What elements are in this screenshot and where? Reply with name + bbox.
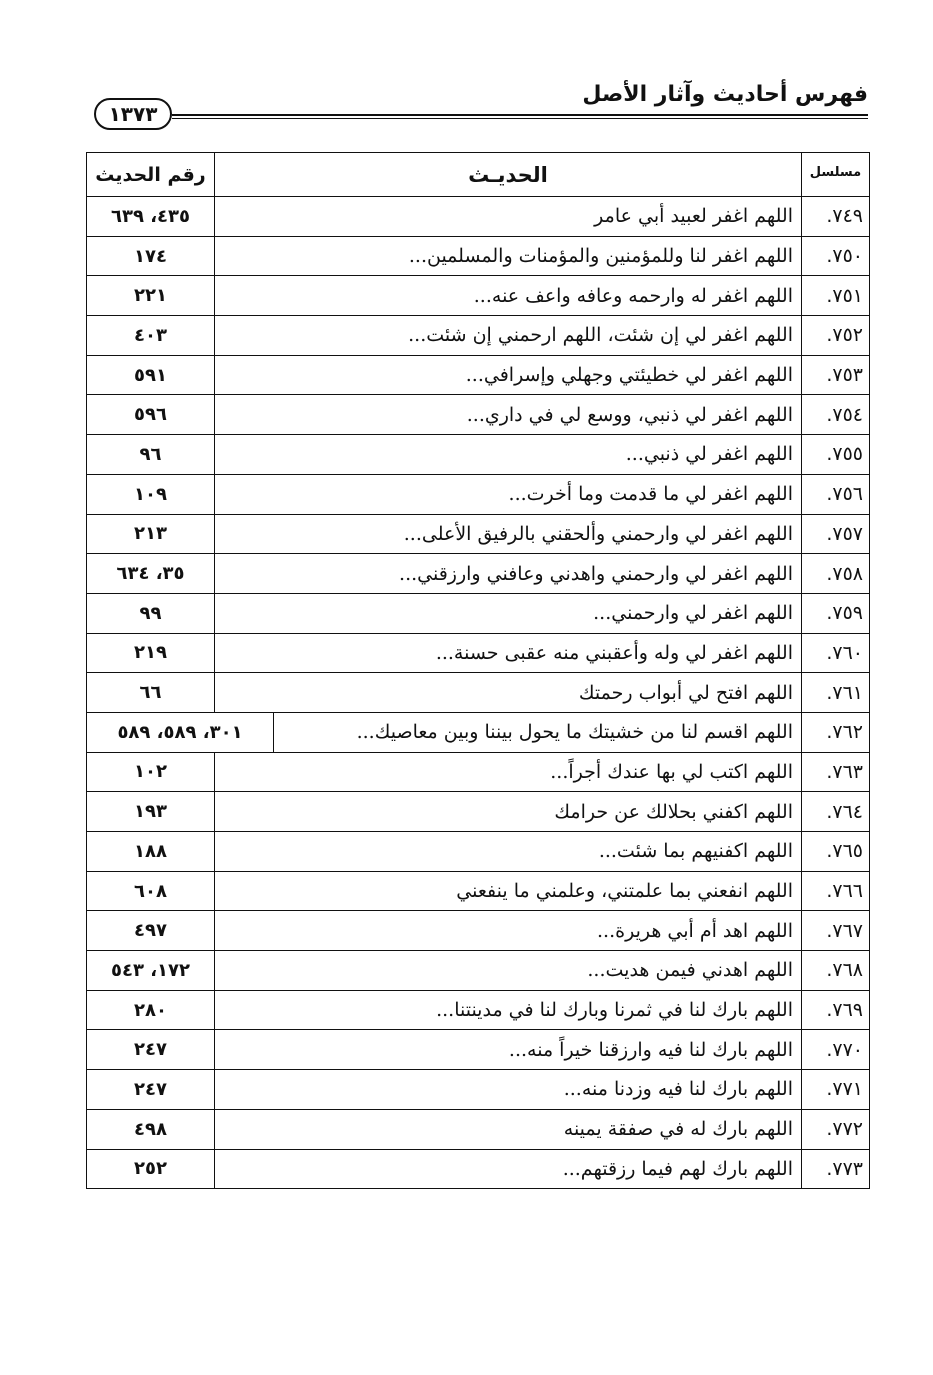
table-row (87, 474, 870, 514)
table-row (87, 871, 870, 911)
page-title: فهرس أحاديث وآثار الأصل (582, 82, 868, 107)
row-hadith-ref: ٩٦ (87, 435, 215, 475)
row-serial: ٧٥٣. (802, 355, 870, 395)
table-row (87, 316, 870, 356)
page-number: ١٣٧٣ (94, 98, 172, 130)
row-hadith-ref: ١٨٨ (87, 832, 215, 872)
row-serial: ٧٧٢. (802, 1109, 870, 1149)
table-row (87, 236, 870, 276)
row-hadith-ref: ٢٢١ (87, 276, 215, 316)
row-hadith-text: اللهم بارك لنا في ثمرنا وبارك لنا في مدينتنا... (215, 990, 802, 1030)
row-serial: ٧٦٢. (802, 712, 870, 752)
row-hadith-ref: ٥٩٦ (87, 395, 215, 435)
row-hadith-ref: ١٧٢، ٥٤٣ (87, 951, 215, 991)
row-hadith-text: اللهم اهد أم أبي هريرة... (215, 911, 802, 951)
row-hadith-text: اللهم بارك لنا فيه وارزقنا خيراً منه... (215, 1030, 802, 1070)
row-serial: ٧٧٠. (802, 1030, 870, 1070)
page-header (88, 80, 868, 140)
row-hadith-text: اللهم اكفنيهم بما شئت... (215, 832, 802, 872)
row-hadith-ref: ٢٤٧ (87, 1070, 215, 1110)
row-hadith-text: اللهم اغفر لنا وللمؤمنين والمؤمنات والمسلمين... (215, 236, 802, 276)
table-row (87, 395, 870, 435)
row-serial: ٧٦٧. (802, 911, 870, 951)
row-hadith-text: اللهم بارك لنا فيه وزدنا منه... (215, 1070, 802, 1110)
row-serial: ٧٦٨. (802, 951, 870, 991)
row-hadith-text: اللهم اغفر لي وارحمني... (215, 593, 802, 633)
column-header-serial: مسلسل (802, 153, 870, 197)
row-hadith-ref: ١٠٩ (87, 474, 215, 514)
row-hadith-text: اللهم اغفر لي إن شئت، اللهم ارحمني إن شئت... (215, 316, 802, 356)
row-serial: ٧٦١. (802, 673, 870, 713)
table-row (87, 832, 870, 872)
column-header-hadith: الحديـث (215, 153, 802, 197)
table-row (87, 1030, 870, 1070)
row-hadith-ref: ٣٥، ٦٣٤ (87, 554, 215, 594)
row-serial: ٧٥١. (802, 276, 870, 316)
table-row (87, 276, 870, 316)
row-hadith-ref: ٢١٩ (87, 633, 215, 673)
table-row (87, 197, 870, 237)
row-hadith-text: اللهم اغفر لعبيد أبي عامر (215, 197, 802, 237)
row-serial: ٧٥٧. (802, 514, 870, 554)
row-hadith-text: اللهم اكتب لي بها عندك أجراً... (215, 752, 802, 792)
table-row (87, 673, 870, 713)
row-hadith-ref: ٩٩ (87, 593, 215, 633)
row-serial: ٧٥٩. (802, 593, 870, 633)
row-hadith-ref: ٤٩٧ (87, 911, 215, 951)
row-serial: ٧٦٤. (802, 792, 870, 832)
row-hadith-ref: ٤٠٣ (87, 316, 215, 356)
row-hadith-ref: ٢٨٠ (87, 990, 215, 1030)
table-header-row (87, 153, 870, 197)
row-serial: ٧٥٠. (802, 236, 870, 276)
table-row (87, 435, 870, 475)
row-hadith-ref: ١٩٣ (87, 792, 215, 832)
row-serial: ٧٧١. (802, 1070, 870, 1110)
row-hadith-ref: ١٧٤ (87, 236, 215, 276)
row-serial: ٧٥٨. (802, 554, 870, 594)
header-rule (172, 114, 868, 116)
column-header-ref: رقم الحديث (87, 153, 215, 197)
table-row (87, 554, 870, 594)
row-serial: ٧٥٦. (802, 474, 870, 514)
row-hadith-text: اللهم اكفني بحلالك عن حرامك (215, 792, 802, 832)
table-row (87, 951, 870, 991)
row-serial: ٧٥٥. (802, 435, 870, 475)
row-hadith-text: اللهم افتح لي أبواب رحمتك (215, 673, 802, 713)
row-hadith-ref: ٦٠٨ (87, 871, 215, 911)
row-hadith-ref: ٤٣٥، ٦٣٩ (87, 197, 215, 237)
table-row (87, 990, 870, 1030)
row-serial: ٧٦٥. (802, 832, 870, 872)
row-hadith-text: اللهم اقسم لنا من خشيتك ما يحول بيننا وبين معاصيك... (356, 721, 793, 744)
table-row (87, 1149, 870, 1189)
table-row (87, 514, 870, 554)
row-serial: ٧٦٣. (802, 752, 870, 792)
row-serial: ٧٦٠. (802, 633, 870, 673)
table-row (87, 355, 870, 395)
row-hadith-ref: ٢٥٢ (87, 1149, 215, 1189)
table-row (87, 633, 870, 673)
table-row (87, 1070, 870, 1110)
table-row (87, 752, 870, 792)
row-hadith-ref: ٣٠١، ٥٨٩، ٥٨٩ (87, 713, 274, 752)
row-hadith-text: اللهم انفعني بما علمتني، وعلمني ما ينفعني (215, 871, 802, 911)
row-serial: ٧٦٩. (802, 990, 870, 1030)
table-row (87, 712, 870, 752)
row-hadith-ref: ١٠٢ (87, 752, 215, 792)
row-hadith-text: اللهم بارك لهم فيما رزقتهم... (215, 1149, 802, 1189)
row-serial: ٧٥٢. (802, 316, 870, 356)
table-row (87, 792, 870, 832)
row-hadith-text: اللهم اغفر لي وله وأعقبني منه عقبى حسنة... (215, 633, 802, 673)
row-hadith-ref: ٢٤٧ (87, 1030, 215, 1070)
row-hadith-text: اللهم اغفر لي وارحمني وألحقني بالرفيق الأعلى... (215, 514, 802, 554)
row-hadith-ref: ٢١٣ (87, 514, 215, 554)
header-rule-thin (172, 118, 868, 119)
row-hadith-ref: ٦٦ (87, 673, 215, 713)
row-hadith-ref: ٥٩١ (87, 355, 215, 395)
row-merged-cell (87, 712, 802, 752)
table-row (87, 911, 870, 951)
table-row (87, 1109, 870, 1149)
row-serial: ٧٤٩. (802, 197, 870, 237)
row-hadith-text: اللهم اغفر لي ذنبي، ووسع لي في داري... (215, 395, 802, 435)
row-hadith-text: اللهم اغفر لي ما قدمت وما أخرت... (215, 474, 802, 514)
row-hadith-text: اللهم اهدني فيمن هديت... (215, 951, 802, 991)
row-serial: ٧٥٤. (802, 395, 870, 435)
hadith-index-table (86, 152, 870, 1189)
row-hadith-text: اللهم اغفر له وارحمه وعافه واعف عنه... (215, 276, 802, 316)
row-hadith-text: اللهم بارك له في صفقة يمينه (215, 1109, 802, 1149)
row-hadith-text: اللهم اغفر لي خطيئتي وجهلي وإسرافي... (215, 355, 802, 395)
row-serial: ٧٧٣. (802, 1149, 870, 1189)
row-hadith-ref: ٤٩٨ (87, 1109, 215, 1149)
row-serial: ٧٦٦. (802, 871, 870, 911)
table-row (87, 593, 870, 633)
row-hadith-text: اللهم اغفر لي ذنبي... (215, 435, 802, 475)
row-hadith-text: اللهم اغفر لي وارحمني واهدني وعافني وارزقني... (215, 554, 802, 594)
